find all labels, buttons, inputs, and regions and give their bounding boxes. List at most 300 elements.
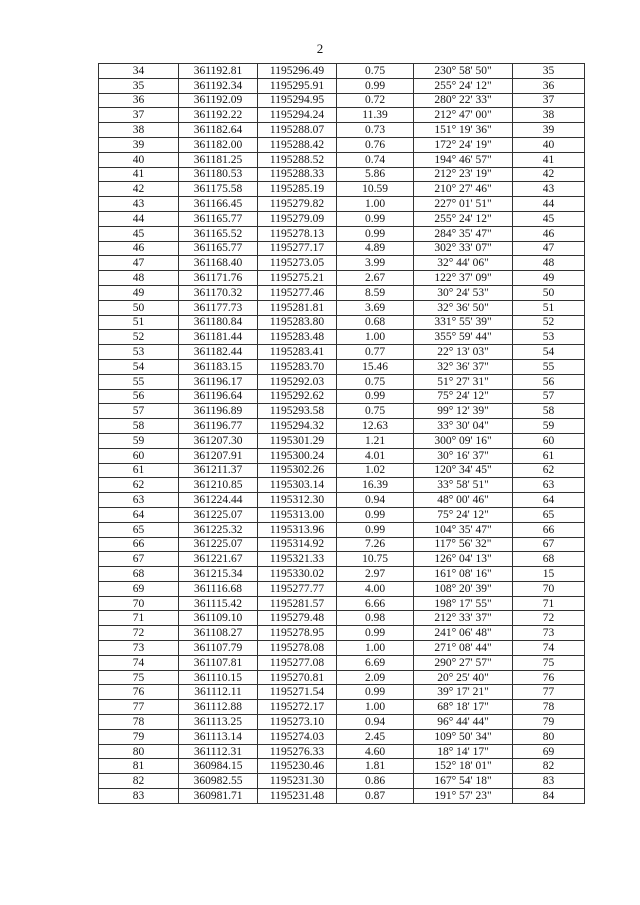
y-coordinate-cell: 1195292.62 — [258, 389, 337, 404]
y-coordinate-cell: 1195301.29 — [258, 433, 337, 448]
table-row — [99, 78, 585, 93]
x-coordinate-cell: 361207.30 — [179, 433, 258, 448]
bearing-cell: 230° 58' 50" — [414, 64, 513, 79]
distance-cell: 1.81 — [337, 759, 414, 774]
distance-cell: 1.00 — [337, 641, 414, 656]
y-coordinate-cell: 1195302.26 — [258, 463, 337, 478]
point-number-cell: 35 — [99, 78, 179, 93]
distance-cell: 4.89 — [337, 241, 414, 256]
table-row — [99, 774, 585, 789]
distance-cell: 4.00 — [337, 581, 414, 596]
point-number-cell: 83 — [99, 789, 179, 804]
table-row — [99, 759, 585, 774]
distance-cell: 0.99 — [337, 226, 414, 241]
distance-cell: 11.39 — [337, 108, 414, 123]
next-point-cell: 58 — [513, 404, 585, 419]
x-coordinate-cell: 361112.31 — [179, 744, 258, 759]
next-point-cell: 84 — [513, 789, 585, 804]
x-coordinate-cell: 361165.77 — [179, 211, 258, 226]
x-coordinate-cell: 361192.09 — [179, 93, 258, 108]
x-coordinate-cell: 361170.32 — [179, 285, 258, 300]
bearing-cell: 33° 30' 04" — [414, 419, 513, 434]
y-coordinate-cell: 1195271.54 — [258, 685, 337, 700]
bearing-cell: 51° 27' 31" — [414, 374, 513, 389]
page-number: 2 — [316, 41, 324, 56]
next-point-cell: 76 — [513, 670, 585, 685]
next-point-cell: 60 — [513, 433, 585, 448]
bearing-cell: 167° 54' 18" — [414, 774, 513, 789]
table-row — [99, 700, 585, 715]
x-coordinate-cell: 361225.07 — [179, 507, 258, 522]
bearing-cell: 33° 58' 51" — [414, 478, 513, 493]
table-row — [99, 285, 585, 300]
point-number-cell: 81 — [99, 759, 179, 774]
distance-cell: 1.00 — [337, 700, 414, 715]
bearing-cell: 122° 37' 09" — [414, 271, 513, 286]
point-number-cell: 43 — [99, 197, 179, 212]
y-coordinate-cell: 1195312.30 — [258, 493, 337, 508]
bearing-cell: 117° 56' 32" — [414, 537, 513, 552]
table-row — [99, 359, 585, 374]
bearing-cell: 32° 36' 37" — [414, 359, 513, 374]
next-point-cell: 71 — [513, 596, 585, 611]
table-row — [99, 478, 585, 493]
point-number-cell: 48 — [99, 271, 179, 286]
bearing-cell: 191° 57' 23" — [414, 789, 513, 804]
table-row — [99, 374, 585, 389]
y-coordinate-cell: 1195283.80 — [258, 315, 337, 330]
distance-cell: 0.99 — [337, 211, 414, 226]
distance-cell: 0.99 — [337, 626, 414, 641]
point-number-cell: 51 — [99, 315, 179, 330]
bearing-cell: 75° 24' 12" — [414, 389, 513, 404]
bearing-cell: 210° 27' 46" — [414, 182, 513, 197]
distance-cell: 0.99 — [337, 78, 414, 93]
table-row — [99, 315, 585, 330]
bearing-cell: 255° 24' 12" — [414, 211, 513, 226]
x-coordinate-cell: 361196.64 — [179, 389, 258, 404]
point-number-cell: 41 — [99, 167, 179, 182]
table-row — [99, 581, 585, 596]
bearing-cell: 99° 12' 39" — [414, 404, 513, 419]
next-point-cell: 82 — [513, 759, 585, 774]
distance-cell: 0.99 — [337, 389, 414, 404]
table-row — [99, 448, 585, 463]
bearing-cell: 284° 35' 47" — [414, 226, 513, 241]
x-coordinate-cell: 361182.64 — [179, 123, 258, 138]
point-number-cell: 54 — [99, 359, 179, 374]
next-point-cell: 54 — [513, 345, 585, 360]
x-coordinate-cell: 361112.88 — [179, 700, 258, 715]
table-row — [99, 685, 585, 700]
next-point-cell: 67 — [513, 537, 585, 552]
distance-cell: 0.99 — [337, 507, 414, 522]
x-coordinate-cell: 360981.71 — [179, 789, 258, 804]
next-point-cell: 63 — [513, 478, 585, 493]
point-number-cell: 42 — [99, 182, 179, 197]
bearing-cell: 271° 08' 44" — [414, 641, 513, 656]
table-row — [99, 596, 585, 611]
point-number-cell: 40 — [99, 152, 179, 167]
point-number-cell: 39 — [99, 137, 179, 152]
y-coordinate-cell: 1195300.24 — [258, 448, 337, 463]
y-coordinate-cell: 1195294.32 — [258, 419, 337, 434]
x-coordinate-cell: 361183.15 — [179, 359, 258, 374]
bearing-cell: 68° 18' 17" — [414, 700, 513, 715]
bearing-cell: 152° 18' 01" — [414, 759, 513, 774]
distance-cell: 6.66 — [337, 596, 414, 611]
y-coordinate-cell: 1195294.24 — [258, 108, 337, 123]
next-point-cell: 50 — [513, 285, 585, 300]
next-point-cell: 83 — [513, 774, 585, 789]
x-coordinate-cell: 361211.37 — [179, 463, 258, 478]
x-coordinate-cell: 361196.77 — [179, 419, 258, 434]
next-point-cell: 36 — [513, 78, 585, 93]
next-point-cell: 65 — [513, 507, 585, 522]
y-coordinate-cell: 1195277.08 — [258, 655, 337, 670]
next-point-cell: 51 — [513, 300, 585, 315]
next-point-cell: 47 — [513, 241, 585, 256]
distance-cell: 12.63 — [337, 419, 414, 434]
distance-cell: 15.46 — [337, 359, 414, 374]
y-coordinate-cell: 1195273.05 — [258, 256, 337, 271]
y-coordinate-cell: 1195277.77 — [258, 581, 337, 596]
y-coordinate-cell: 1195288.33 — [258, 167, 337, 182]
bearing-cell: 227° 01' 51" — [414, 197, 513, 212]
table-row — [99, 167, 585, 182]
table-row — [99, 271, 585, 286]
point-number-cell: 57 — [99, 404, 179, 419]
x-coordinate-cell: 361116.68 — [179, 581, 258, 596]
x-coordinate-cell: 361110.15 — [179, 670, 258, 685]
bearing-cell: 18° 14' 17" — [414, 744, 513, 759]
distance-cell: 0.74 — [337, 152, 414, 167]
distance-cell: 0.99 — [337, 685, 414, 700]
y-coordinate-cell: 1195283.48 — [258, 330, 337, 345]
bearing-cell: 355° 59' 44" — [414, 330, 513, 345]
table-row — [99, 182, 585, 197]
x-coordinate-cell: 361115.42 — [179, 596, 258, 611]
bearing-cell: 109° 50' 34" — [414, 729, 513, 744]
x-coordinate-cell: 361168.40 — [179, 256, 258, 271]
distance-cell: 0.72 — [337, 93, 414, 108]
bearing-cell: 20° 25' 40" — [414, 670, 513, 685]
table-row — [99, 611, 585, 626]
table-row — [99, 137, 585, 152]
point-number-cell: 36 — [99, 93, 179, 108]
bearing-cell: 161° 08' 16" — [414, 567, 513, 582]
next-point-cell: 57 — [513, 389, 585, 404]
y-coordinate-cell: 1195288.42 — [258, 137, 337, 152]
next-point-cell: 80 — [513, 729, 585, 744]
x-coordinate-cell: 361107.79 — [179, 641, 258, 656]
distance-cell: 10.75 — [337, 552, 414, 567]
next-point-cell: 45 — [513, 211, 585, 226]
table-row — [99, 744, 585, 759]
table-row — [99, 789, 585, 804]
point-number-cell: 66 — [99, 537, 179, 552]
point-number-cell: 58 — [99, 419, 179, 434]
distance-cell: 0.77 — [337, 345, 414, 360]
table-row — [99, 522, 585, 537]
x-coordinate-cell: 361181.44 — [179, 330, 258, 345]
table-row — [99, 641, 585, 656]
table-row — [99, 345, 585, 360]
x-coordinate-cell: 361165.52 — [179, 226, 258, 241]
next-point-cell: 79 — [513, 715, 585, 730]
y-coordinate-cell: 1195314.92 — [258, 537, 337, 552]
x-coordinate-cell: 361165.77 — [179, 241, 258, 256]
y-coordinate-cell: 1195283.41 — [258, 345, 337, 360]
table-row — [99, 567, 585, 582]
point-number-cell: 46 — [99, 241, 179, 256]
x-coordinate-cell: 361113.14 — [179, 729, 258, 744]
distance-cell: 2.67 — [337, 271, 414, 286]
table-row — [99, 433, 585, 448]
distance-cell: 0.76 — [337, 137, 414, 152]
table-row — [99, 419, 585, 434]
distance-cell: 4.01 — [337, 448, 414, 463]
next-point-cell: 49 — [513, 271, 585, 286]
x-coordinate-cell: 361210.85 — [179, 478, 258, 493]
table-row — [99, 330, 585, 345]
y-coordinate-cell: 1195279.09 — [258, 211, 337, 226]
next-point-cell: 41 — [513, 152, 585, 167]
y-coordinate-cell: 1195276.33 — [258, 744, 337, 759]
distance-cell: 2.09 — [337, 670, 414, 685]
y-coordinate-cell: 1195292.03 — [258, 374, 337, 389]
bearing-cell: 300° 09' 16" — [414, 433, 513, 448]
y-coordinate-cell: 1195231.30 — [258, 774, 337, 789]
table-row — [99, 241, 585, 256]
x-coordinate-cell: 361180.84 — [179, 315, 258, 330]
y-coordinate-cell: 1195294.95 — [258, 93, 337, 108]
table-row — [99, 463, 585, 478]
y-coordinate-cell: 1195285.19 — [258, 182, 337, 197]
x-coordinate-cell: 361225.07 — [179, 537, 258, 552]
table-row — [99, 226, 585, 241]
bearing-cell: 39° 17' 21" — [414, 685, 513, 700]
table-row — [99, 108, 585, 123]
table-row — [99, 552, 585, 567]
bearing-cell: 22° 13' 03" — [414, 345, 513, 360]
point-number-cell: 34 — [99, 64, 179, 79]
point-number-cell: 59 — [99, 433, 179, 448]
next-point-cell: 37 — [513, 93, 585, 108]
distance-cell: 5.86 — [337, 167, 414, 182]
y-coordinate-cell: 1195277.17 — [258, 241, 337, 256]
distance-cell: 7.26 — [337, 537, 414, 552]
table-body — [99, 64, 585, 804]
table-row — [99, 493, 585, 508]
x-coordinate-cell: 361225.32 — [179, 522, 258, 537]
y-coordinate-cell: 1195288.52 — [258, 152, 337, 167]
bearing-cell: 280° 22' 33" — [414, 93, 513, 108]
table-row — [99, 197, 585, 212]
next-point-cell: 48 — [513, 256, 585, 271]
y-coordinate-cell: 1195277.46 — [258, 285, 337, 300]
bearing-cell: 104° 35' 47" — [414, 522, 513, 537]
point-number-cell: 69 — [99, 581, 179, 596]
bearing-cell: 96° 44' 44" — [414, 715, 513, 730]
point-number-cell: 37 — [99, 108, 179, 123]
x-coordinate-cell: 361107.81 — [179, 655, 258, 670]
next-point-cell: 70 — [513, 581, 585, 596]
next-point-cell: 42 — [513, 167, 585, 182]
y-coordinate-cell: 1195296.49 — [258, 64, 337, 79]
bearing-cell: 75° 24' 12" — [414, 507, 513, 522]
x-coordinate-cell: 361196.89 — [179, 404, 258, 419]
table-row — [99, 389, 585, 404]
distance-cell: 8.59 — [337, 285, 414, 300]
bearing-cell: 290° 27' 57" — [414, 655, 513, 670]
point-number-cell: 47 — [99, 256, 179, 271]
bearing-cell: 212° 47' 00" — [414, 108, 513, 123]
point-number-cell: 72 — [99, 626, 179, 641]
point-number-cell: 76 — [99, 685, 179, 700]
next-point-cell: 62 — [513, 463, 585, 478]
y-coordinate-cell: 1195281.57 — [258, 596, 337, 611]
distance-cell: 0.73 — [337, 123, 414, 138]
y-coordinate-cell: 1195313.96 — [258, 522, 337, 537]
next-point-cell: 39 — [513, 123, 585, 138]
y-coordinate-cell: 1195279.48 — [258, 611, 337, 626]
next-point-cell: 59 — [513, 419, 585, 434]
x-coordinate-cell: 361182.44 — [179, 345, 258, 360]
distance-cell: 6.69 — [337, 655, 414, 670]
table-row — [99, 715, 585, 730]
distance-cell: 1.02 — [337, 463, 414, 478]
distance-cell: 3.99 — [337, 256, 414, 271]
y-coordinate-cell: 1195278.13 — [258, 226, 337, 241]
bearing-cell: 212° 23' 19" — [414, 167, 513, 182]
x-coordinate-cell: 361109.10 — [179, 611, 258, 626]
point-number-cell: 60 — [99, 448, 179, 463]
point-number-cell: 67 — [99, 552, 179, 567]
table-row — [99, 670, 585, 685]
point-number-cell: 63 — [99, 493, 179, 508]
point-number-cell: 78 — [99, 715, 179, 730]
distance-cell: 0.86 — [337, 774, 414, 789]
point-number-cell: 44 — [99, 211, 179, 226]
table-row — [99, 537, 585, 552]
bearing-cell: 32° 44' 06" — [414, 256, 513, 271]
table-row — [99, 256, 585, 271]
x-coordinate-cell: 361166.45 — [179, 197, 258, 212]
distance-cell: 0.98 — [337, 611, 414, 626]
table-row — [99, 404, 585, 419]
table-row — [99, 123, 585, 138]
bearing-cell: 30° 16' 37" — [414, 448, 513, 463]
bearing-cell: 212° 33' 37" — [414, 611, 513, 626]
bearing-cell: 120° 34' 45" — [414, 463, 513, 478]
next-point-cell: 68 — [513, 552, 585, 567]
y-coordinate-cell: 1195321.33 — [258, 552, 337, 567]
y-coordinate-cell: 1195275.21 — [258, 271, 337, 286]
x-coordinate-cell: 361215.34 — [179, 567, 258, 582]
distance-cell: 2.97 — [337, 567, 414, 582]
y-coordinate-cell: 1195330.02 — [258, 567, 337, 582]
point-number-cell: 55 — [99, 374, 179, 389]
x-coordinate-cell: 361108.27 — [179, 626, 258, 641]
point-number-cell: 71 — [99, 611, 179, 626]
point-number-cell: 74 — [99, 655, 179, 670]
point-number-cell: 80 — [99, 744, 179, 759]
next-point-cell: 43 — [513, 182, 585, 197]
x-coordinate-cell: 361171.76 — [179, 271, 258, 286]
table-row — [99, 729, 585, 744]
point-number-cell: 38 — [99, 123, 179, 138]
y-coordinate-cell: 1195279.82 — [258, 197, 337, 212]
x-coordinate-cell: 360982.55 — [179, 774, 258, 789]
y-coordinate-cell: 1195272.17 — [258, 700, 337, 715]
y-coordinate-cell: 1195270.81 — [258, 670, 337, 685]
table-row — [99, 64, 585, 79]
point-number-cell: 79 — [99, 729, 179, 744]
next-point-cell: 38 — [513, 108, 585, 123]
point-number-cell: 73 — [99, 641, 179, 656]
distance-cell: 0.94 — [337, 493, 414, 508]
distance-cell: 0.75 — [337, 374, 414, 389]
y-coordinate-cell: 1195274.03 — [258, 729, 337, 744]
point-number-cell: 62 — [99, 478, 179, 493]
bearing-cell: 302° 33' 07" — [414, 241, 513, 256]
bearing-cell: 241° 06' 48" — [414, 626, 513, 641]
distance-cell: 0.68 — [337, 315, 414, 330]
point-number-cell: 61 — [99, 463, 179, 478]
y-coordinate-cell: 1195278.08 — [258, 641, 337, 656]
y-coordinate-cell: 1195231.48 — [258, 789, 337, 804]
x-coordinate-cell: 361112.11 — [179, 685, 258, 700]
bearing-cell: 32° 36' 50" — [414, 300, 513, 315]
next-point-cell: 78 — [513, 700, 585, 715]
next-point-cell: 64 — [513, 493, 585, 508]
bearing-cell: 331° 55' 39" — [414, 315, 513, 330]
y-coordinate-cell: 1195278.95 — [258, 626, 337, 641]
distance-cell: 4.60 — [337, 744, 414, 759]
distance-cell: 1.21 — [337, 433, 414, 448]
distance-cell: 0.87 — [337, 789, 414, 804]
x-coordinate-cell: 361221.67 — [179, 552, 258, 567]
next-point-cell: 44 — [513, 197, 585, 212]
distance-cell: 1.00 — [337, 197, 414, 212]
next-point-cell: 75 — [513, 655, 585, 670]
next-point-cell: 66 — [513, 522, 585, 537]
next-point-cell: 69 — [513, 744, 585, 759]
next-point-cell: 74 — [513, 641, 585, 656]
point-number-cell: 82 — [99, 774, 179, 789]
x-coordinate-cell: 361181.25 — [179, 152, 258, 167]
x-coordinate-cell: 361182.00 — [179, 137, 258, 152]
table-row — [99, 626, 585, 641]
point-number-cell: 49 — [99, 285, 179, 300]
y-coordinate-cell: 1195288.07 — [258, 123, 337, 138]
x-coordinate-cell: 361207.91 — [179, 448, 258, 463]
x-coordinate-cell: 361192.34 — [179, 78, 258, 93]
bearing-cell: 108° 20' 39" — [414, 581, 513, 596]
point-number-cell: 53 — [99, 345, 179, 360]
x-coordinate-cell: 361180.53 — [179, 167, 258, 182]
distance-cell: 0.99 — [337, 522, 414, 537]
bearing-cell: 151° 19' 36" — [414, 123, 513, 138]
distance-cell: 0.94 — [337, 715, 414, 730]
x-coordinate-cell: 361192.22 — [179, 108, 258, 123]
point-number-cell: 56 — [99, 389, 179, 404]
next-point-cell: 73 — [513, 626, 585, 641]
point-number-cell: 65 — [99, 522, 179, 537]
x-coordinate-cell: 361196.17 — [179, 374, 258, 389]
next-point-cell: 15 — [513, 567, 585, 582]
